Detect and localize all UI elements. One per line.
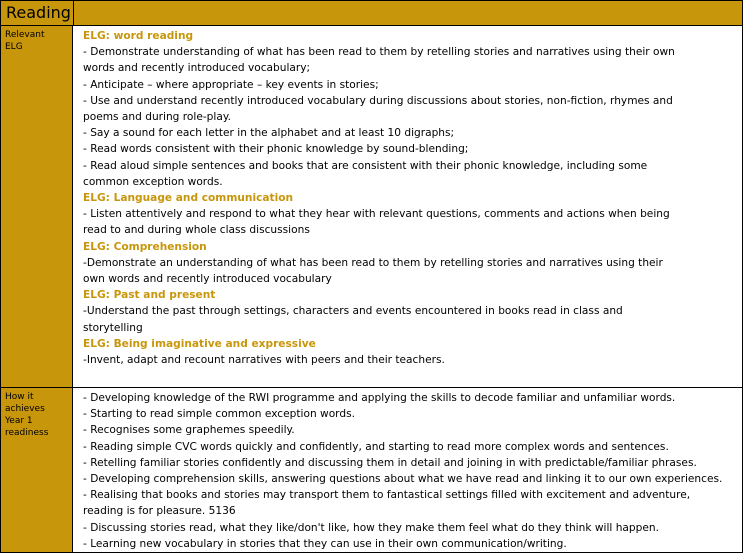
content-line: - Developing knowledge of the RWI programme and applying the skills to decode familiar and unfamiliar words. [83, 392, 676, 404]
elg-heading: ELG: Comprehension [83, 240, 207, 253]
elg-heading: ELG: Language and communication [83, 192, 294, 205]
content-line: own words and recently introduced vocabulary [83, 273, 332, 286]
elg-heading: ELG: word reading [83, 30, 194, 42]
row-label-line: How it [5, 392, 34, 402]
elg-heading: ELG: Past and present [83, 289, 216, 302]
content-line: common exception words. [83, 175, 223, 188]
content-line: - Developing comprehension skills, answering questions about what we have read and linking it to our own experiences. [83, 473, 723, 486]
elg-heading: ELG: Being imaginative and expressive [83, 337, 316, 350]
content-line: poems and during role-play. [83, 111, 231, 124]
content-line: -Invent, adapt and recount narratives with peers and their teachers. [83, 354, 445, 367]
content-line: - Retelling familiar stories confidently and discussing them in detail and joining in with predictable/familiar phrases. [83, 456, 697, 469]
content-line: words and recently introduced vocabulary; [83, 62, 311, 75]
row-label-relevant-elg [1, 26, 73, 387]
header-content-cell [74, 1, 742, 25]
content-line: - Anticipate – where appropriate – key events in stories; [83, 78, 379, 91]
row-content-year1-readiness [74, 388, 742, 552]
row-content-relevant-elg [74, 26, 742, 387]
content-line: - Discussing stories read, what they like/don't like, how they make them feel what do they think will happen. [83, 521, 659, 534]
content-line: -Understand the past through settings, characters and events encountered in books read in class and [83, 305, 623, 318]
content-line: - Read aloud simple sentences and books that are consistent with their phonic knowledge, including some [83, 159, 648, 172]
content-line: - Listen attentively and respond to what they hear with relevant questions, comments and actions when being [83, 208, 670, 221]
row-label-year1-readiness [1, 388, 73, 552]
table-row-relevant-elg [1, 26, 742, 388]
content-line: - Learning new vocabulary in stories that they can use in their own communication/writing. [83, 537, 567, 550]
content-line: - Realising that books and stories may transport them to fantastical settings filled with excitement and adventure, [83, 489, 691, 502]
header-label-cell [1, 1, 74, 25]
content-line: - Starting to read simple common exception words. [83, 408, 355, 421]
row-label-line: readiness [5, 428, 49, 438]
content-line: reading is for pleasure. 5136 [83, 505, 236, 518]
row-label-line: Relevant [5, 30, 45, 40]
table-title: Reading [6, 3, 71, 22]
content-line: - Recognises some graphemes speedily. [83, 424, 295, 437]
content-line: - Say a sound for each letter in the alphabet and at least 10 digraphs; [83, 127, 455, 140]
content-line: read to and during whole class discussions [83, 224, 310, 237]
row-label-line: ELG [5, 42, 23, 52]
content-line: - Use and understand recently introduced vocabulary during discussions about stories, non-fiction, rhymes and [83, 94, 673, 107]
content-line: - Reading simple CVC words quickly and confidently, and starting to read more complex words and sentences. [83, 440, 669, 453]
content-line: -Demonstrate an understanding of what has been read to them by retelling stories and narratives using their [83, 256, 663, 269]
row-label-line: achieves [5, 404, 45, 414]
row-label-line: Year 1 [5, 416, 33, 426]
content-line: - Read words consistent with their phonic knowledge by sound-blending; [83, 143, 469, 156]
table-header-row [1, 1, 742, 26]
content-line: - Demonstrate understanding of what has been read to them by retelling stories and narratives using their own [83, 46, 675, 59]
table-row-year1-readiness [1, 388, 742, 552]
content-line: storytelling [83, 321, 143, 334]
